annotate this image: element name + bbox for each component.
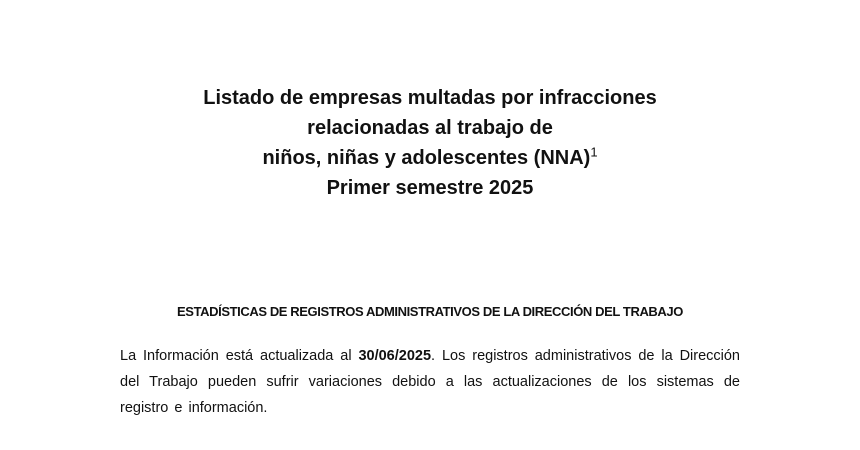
footnote-reference: 1 — [590, 144, 598, 160]
title-line-2: relacionadas al trabajo de — [307, 117, 553, 139]
update-date: 30/06/2025 — [358, 348, 432, 364]
title-line-4: Primer semestre 2025 — [326, 177, 534, 199]
update-note-after-date: . Los registros administrativos de la Dirección del Trabajo pueden sufrir variaciones debido a las actualizaciones de los sistemas de registro e información. — [120, 348, 741, 416]
section-heading: ESTADÍSTICAS DE REGISTROS ADMINISTRATIVOS DE LA DIRECCIÓN DEL TRABAJO — [177, 304, 683, 319]
title-line-3 — [0, 143, 860, 173]
title-line-3-text: niños, niñas y adolescentes (NNA) — [262, 147, 591, 169]
document-title — [0, 83, 860, 203]
update-note — [120, 343, 740, 421]
title-line-1: Listado de empresas multadas por infracciones — [203, 87, 657, 109]
update-note-before-date: La Información está actualizada al — [120, 348, 359, 364]
